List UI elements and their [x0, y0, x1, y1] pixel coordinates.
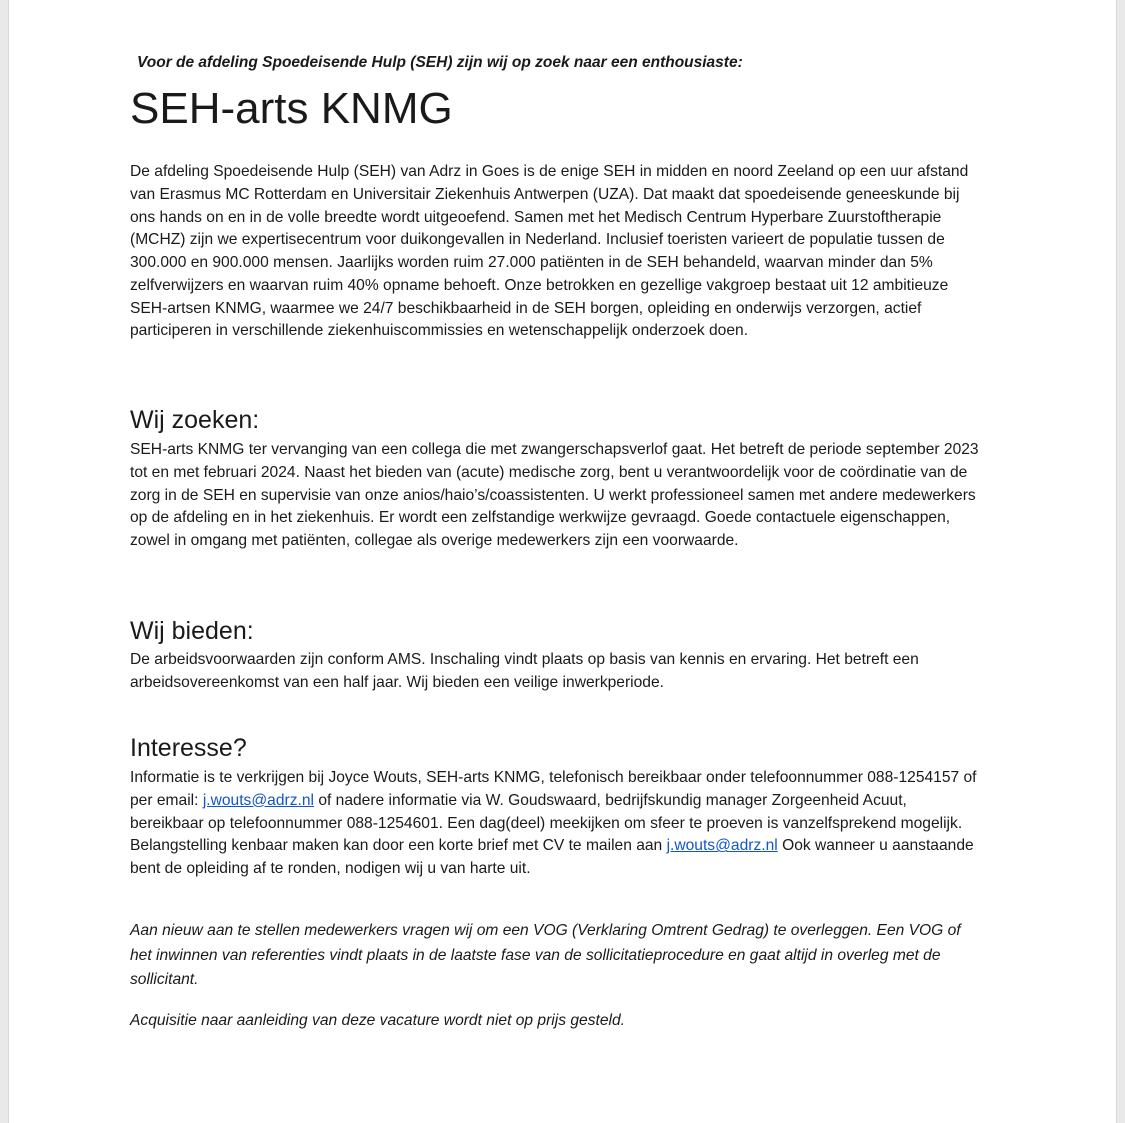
acquisitie-note: Acquisitie naar aanleiding van deze vacature wordt niet op prijs gesteld. [130, 1012, 625, 1029]
intro-line: Voor de afdeling Spoedeisende Hulp (SEH) zijn wij op zoek naar een enthousiaste: [137, 54, 743, 71]
vog-note: Aan nieuw aan te stellen medewerkers vragen wij om een VOG (Verklaring Omtrent Gedrag) te overleggen. Een VOG of het inwinnen van referenties vindt plaats in de laatste fase van de sollicitatieprocedure en gaat altijd in overleg met de sollicitant. [130, 922, 961, 989]
wij-bieden-paragraph: De arbeidsvoorwaarden zijn conform AMS. Inschaling vindt plaats op basis van kennis en ervaring. Het betreft een arbeidsovereenkomst van een half jaar. Wij bieden een veilige inwerkperiode. [130, 651, 919, 691]
email-link-1[interactable]: j.wouts@adrz.nl [202, 791, 314, 809]
page-title: SEH-arts KNMG [130, 84, 453, 133]
intro-paragraph: De afdeling Spoedeisende Hulp (SEH) van Adrz in Goes is de enige SEH in midden en noord Zeeland op een uur afstand van Erasmus MC Rotterdam en Universitair Ziekenhuis Antwerpen (UZA). Dat maakt dat spoedeisende geneeskunde bij ons hands on en in de volle breedte wordt uitgeoefend. Samen met het Medisch Centrum Hyperbare Zuurstoftherapie (MCHZ) zijn we expertisecentrum voor duikongevallen in Nederland. Inclusief toeristen varieert de populatie tussen de 300.000 en 900.000 mensen. Jaarlijks worden ruim 27.000 patiënten in de SEH behandeld, waarvan minder dan 5% zelfverwijzers en waarvan ruim 40% opname behoeft. Onze betrokken en gezellige vakgroep bestaat uit 12 ambitieuze SEH-artsen KNMG, waarmee we 24/7 beschikbaarheid in de SEH borgen, opleiding en onderwijs verzorgen, actief participeren in verschillende ziekenhuiscommissies en wetenschappelijk onderzoek doen. [130, 163, 969, 340]
wij-zoeken-paragraph: SEH-arts KNMG ter vervanging van een collega die met zwangerschapsverlof gaat. Het betreft de periode september 2023 tot en met februari 2024. Naast het bieden van (acute) medische zorg, bent u verantwoordelijk voor de coördinatie van de zorg in de SEH en supervisie van onze anios/haio’s/coassistenten. U werkt professioneel samen met andere medewerkers op de afdeling en in het ziekenhuis. Er wordt een zelfstandige werkwijze gevraagd. Goede contactuele eigenschappen, zowel in omgang met patiënten, collegae als overige medewerkers zijn een voorwaarde. [130, 441, 979, 549]
interesse-text-3: Ook wanneer u aanstaande bent de opleiding af te ronden, nodigen wij u van harte uit. [130, 837, 974, 877]
email-link-2[interactable]: j.wouts@adrz.nl [666, 837, 778, 855]
heading-wij-zoeken: Wij zoeken: [130, 406, 260, 434]
heading-interesse: Interesse? [130, 734, 247, 762]
heading-wij-bieden: Wij bieden: [130, 617, 254, 645]
interesse-text-2: of nadere informatie via W. Goudswaard, bedrijfskundig manager Zorgeenheid Acuut, bereikbaar op telefoonnummer 088-1254601. Een dag(deel) meekijken om sfeer te proeven is vanzelfsprekend mogelijk. Belangstelling kenbaar maken kan door een korte brief met CV te mailen aan [130, 791, 963, 855]
interesse-paragraph [130, 767, 980, 881]
interesse-text-1: Informatie is te verkrijgen bij Joyce Wouts, SEH-arts KNMG, telefonisch bereikbaar onder telefoonnummer 088-1254157 of per email: [130, 769, 977, 809]
